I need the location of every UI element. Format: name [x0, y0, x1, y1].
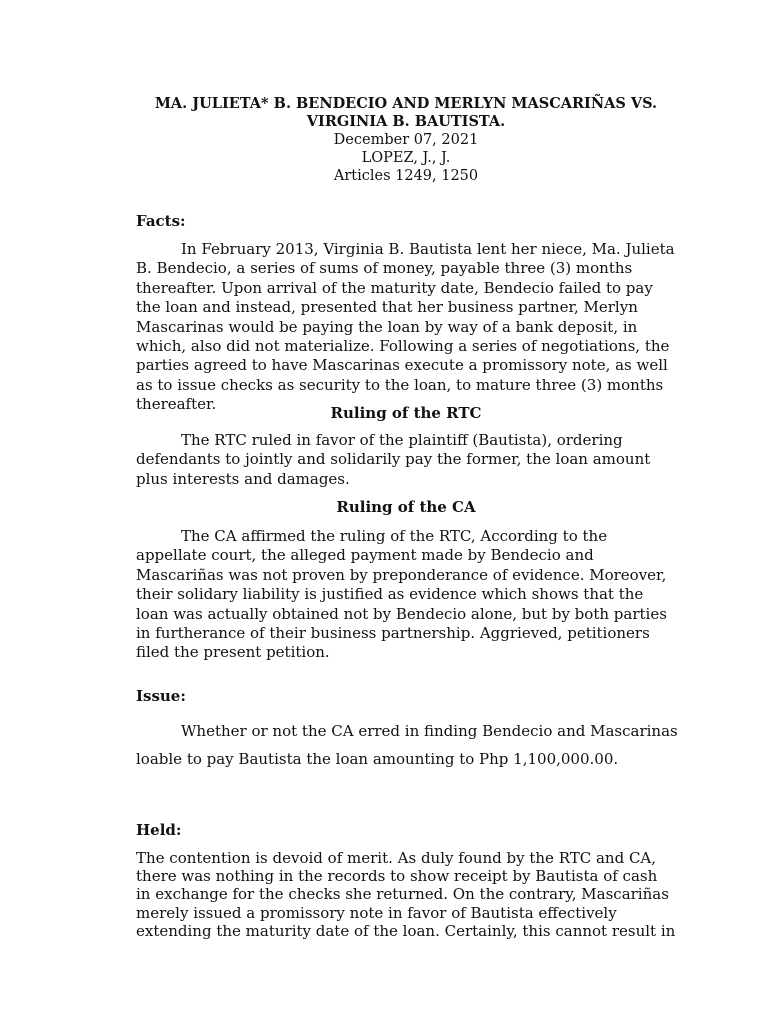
- case-title-line-1: MA. JULIETA* B. BENDECIO AND MERLYN MASCARIÑAS VS.: [154, 95, 658, 112]
- ca-ruling-heading: Ruling of the CA: [336, 498, 476, 516]
- case-articles: Articles 1249, 1250: [333, 168, 479, 184]
- issue-line-1: Whether or not the CA erred in finding Bendecio and Mascarinas: [181, 722, 678, 740]
- held-paragraph: The contention is devoid of merit. As duly found by the RTC and CA, there was nothing in the records to show receipt by Bautista of cash in exchange for the checks she returned. On the contrary, Mascariñas merely issued a promissory note in favor of Bautista effectively extending the maturity date of the loan. Certainly, this cannot result in: [136, 849, 676, 940]
- facts-paragraph: In February 2013, Virginia B. Bautista lent her niece, Ma. Julieta B. Bendecio, a series of sums of money, payable three (3) months thereafter. Upon arrival of the maturity date, Bendecio failed to pay the loan and instead, presented that her business partner, Merlyn Mascarinas would be paying the loan by way of a bank deposit, in which, also did not materialize. Following a series of negotiations, the parties agreed to have Mascarinas execute a promissory note, as well as to issue checks as security to the loan, to mature three (3) months thereafter.: [136, 240, 675, 414]
- case-ponente: LOPEZ, J., J.: [361, 150, 451, 166]
- ca-ruling-paragraph: The CA affirmed the ruling of the RTC, According to the appellate court, the alleged payment made by Bendecio and Mascariñas was not proven by preponderance of evidence. Moreover, their solidary liability is justified as evidence which shows that the loan was actually obtained not by Bendecio alone, but by both parties in furtherance of their business partnership. Aggrieved, petitioners filed the present petition.: [136, 527, 667, 662]
- issue-label: Issue:: [136, 687, 186, 705]
- rtc-ruling-paragraph: The RTC ruled in favor of the plaintiff (Bautista), ordering defendants to jointly and solidarily pay the former, the loan amount plus interests and damages.: [136, 431, 651, 488]
- facts-label: Facts:: [136, 212, 186, 230]
- case-header: [136, 95, 676, 185]
- held-label: Held:: [136, 821, 182, 839]
- rtc-ruling-heading: Ruling of the RTC: [330, 404, 482, 422]
- case-date: December 07, 2021: [333, 132, 479, 148]
- case-title-line-2: VIRGINIA B. BAUTISTA.: [306, 113, 506, 130]
- issue-line-2: loable to pay Bautista the loan amounting to Php 1,100,000.00.: [136, 750, 619, 768]
